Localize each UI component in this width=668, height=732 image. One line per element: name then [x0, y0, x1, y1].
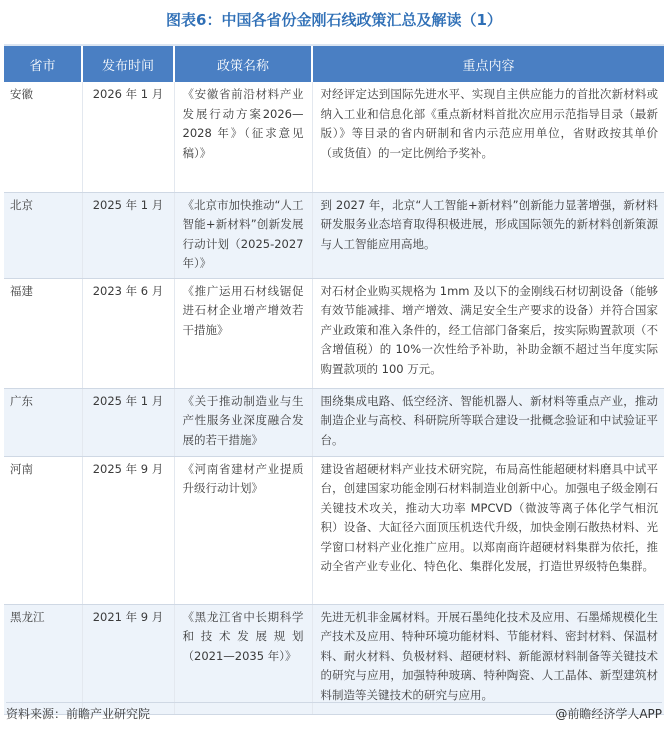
cell-content: 先进无机非金属材料。开展石墨纯化技术及应用、石墨烯规模化生产技术及应用、特种环境功能材料、节能材料、密封材料、保温材料、耐火材料、负极材料、超硬材料、新能源材料制备等关键技术的研究与应用，加强特种玻璃、特种陶瓷、人工晶体、新型建筑材料制造等关键技术的研究与应用。: [312, 604, 664, 714]
cell-date: 2025 年 1 月: [82, 388, 174, 456]
table-row: [4, 278, 664, 388]
policy-table: [4, 46, 664, 715]
policy-table-container: [4, 44, 664, 715]
cell-province: 黑龙江: [4, 604, 82, 714]
cell-content: 建设省超硬材料产业技术研究院，布局高性能超硬材料磨具中试平台，创建国家功能金刚石材料制造业创新中心。加强电子级金刚石关键技术攻关，推动大功率 MPCVD（微波等离子体化学气相沉积）设备、大缸径六面顶压机迭代升级，加快金刚石散热材料、光学窗口材料产业化推广应用。以郑南商许超硬材料集群为依托，推动全省产业专业化、特色化、集群化发展，打造世界级特色集群。: [312, 456, 664, 604]
cell-province: 北京: [4, 192, 82, 278]
cell-date: 2023 年 6 月: [82, 278, 174, 388]
cell-province: 福建: [4, 278, 82, 388]
cell-date: 2025 年 9 月: [82, 456, 174, 604]
cell-policy: 《推广运用石材线锯促进石材企业增产增效若干措施》: [174, 278, 312, 388]
cell-province: 安徽: [4, 82, 82, 192]
brand-credit: @前瞻经济学人APP: [555, 707, 662, 721]
table-row: [4, 192, 664, 278]
cell-content: 围绕集成电路、低空经济、智能机器人、新材料等重点产业，推动制造企业与高校、科研院所等联合建设一批概念验证和中试验证平台。: [312, 388, 664, 456]
header-province: 省市: [4, 46, 82, 82]
cell-policy: 《黑龙江省中长期科学和技术发展规划（2021—2035 年）》: [174, 604, 312, 714]
header-policy: 政策名称: [174, 46, 312, 82]
cell-province: 河南: [4, 456, 82, 604]
cell-policy: 《安徽省前沿材料产业发展行动方案2026—2028 年》（征求意见稿）》: [174, 82, 312, 192]
cell-date: 2025 年 1 月: [82, 192, 174, 278]
cell-date: 2026 年 1 月: [82, 82, 174, 192]
cell-policy: 《北京市加快推动“人工智能+新材料”创新发展行动计划（2025-2027 年）》: [174, 192, 312, 278]
header-date: 发布时间: [82, 46, 174, 82]
cell-content: 到 2027 年，北京“人工智能+新材料”创新能力显著增强，新材料研发服务业态培育取得积极进展，形成国际领先的新材料创新策源与人工智能应用高地。: [312, 192, 664, 278]
cell-policy: 《关于推动制造业与生产性服务业深度融合发展的若干措施》: [174, 388, 312, 456]
cell-province: 广东: [4, 388, 82, 456]
table-row: [4, 82, 664, 192]
table-header-row: [4, 46, 664, 82]
footer: [6, 702, 662, 724]
table-row: [4, 604, 664, 714]
cell-date: 2021 年 9 月: [82, 604, 174, 714]
cell-content: 对石材企业购买规格为 1mm 及以下的金刚线石材切割设备（能够有效节能减排、增产增效、满足安全生产要求的设备）并符合国家产业政策和准入条件的，经工信部门备案后，按实际购置款项（不含增值税）的 10%一次性给予补助，补助金额不超过当年度实际购置款项的 100 万元。: [312, 278, 664, 388]
source-note: 资料来源：前瞻产业研究院: [6, 707, 151, 721]
table-row: [4, 456, 664, 604]
cell-content: 对经评定达到国际先进水平、实现自主供应能力的首批次新材料或纳入工业和信息化部《重点新材料首批次应用示范指导目录（最新版）》等目录的省内研制和省内示范应用单位，省财政按其单价（或货值）的一定比例给予奖补。: [312, 82, 664, 192]
cell-policy: 《河南省建材产业提质升级行动计划》: [174, 456, 312, 604]
page-title: 图表6：中国各省份金刚石线政策汇总及解读（1）: [166, 11, 502, 29]
header-content: 重点内容: [312, 46, 664, 82]
table-row: [4, 388, 664, 456]
